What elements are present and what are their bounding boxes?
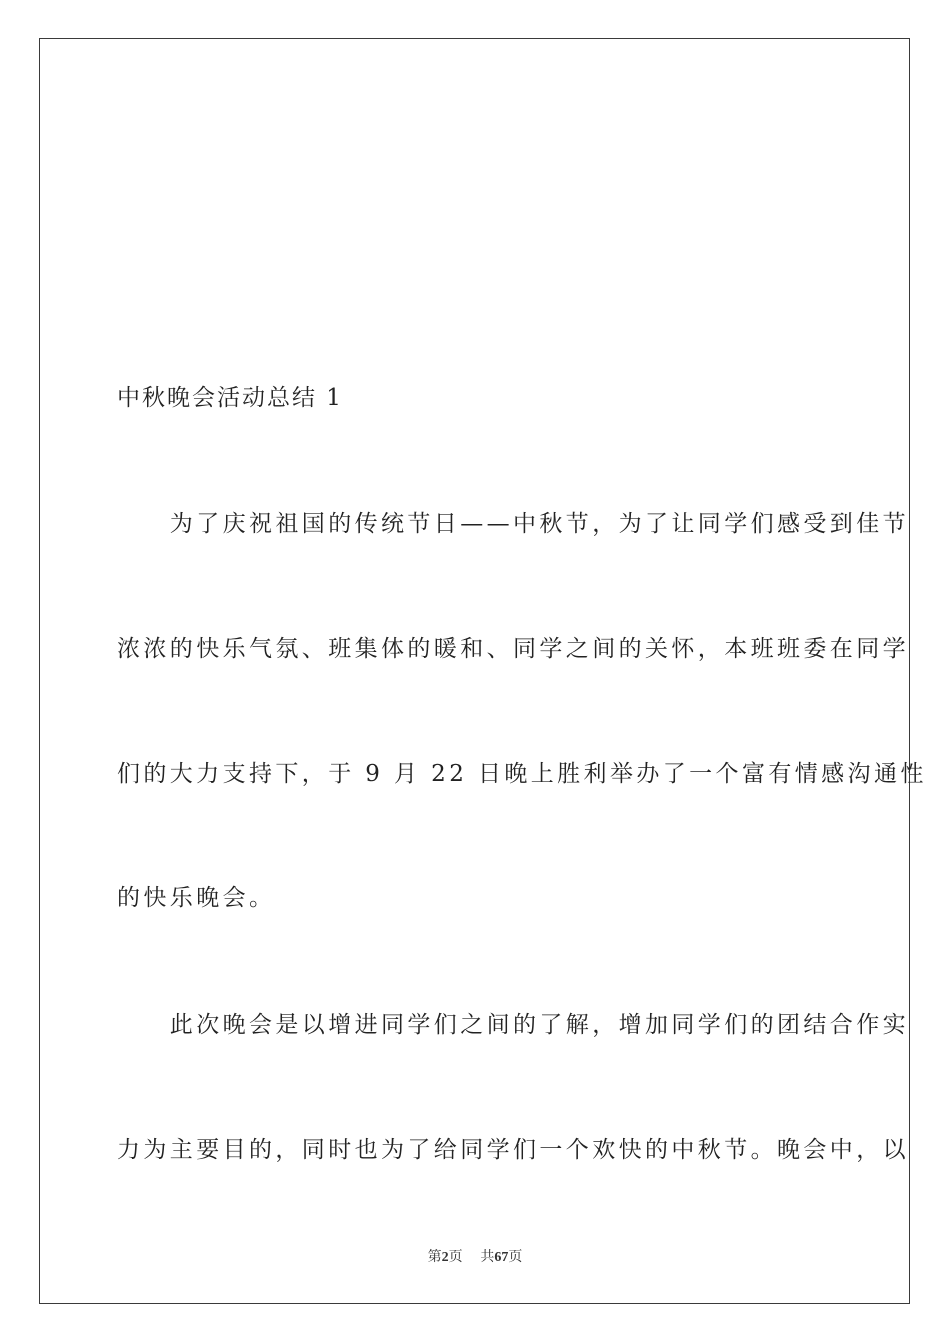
document-title: 中秋晚会活动总结 1 xyxy=(117,385,343,411)
footer-total-pages: 67 xyxy=(494,1250,509,1265)
paragraph-1-line-4: 的快乐晚会。 xyxy=(117,885,276,911)
paragraph-2-line-1: 此次晚会是以增进同学们之间的了解，增加同学们的团结合作实 xyxy=(117,1012,909,1038)
footer-total-suffix: 页 xyxy=(508,1249,523,1265)
footer-total-prefix: 共 xyxy=(480,1249,495,1265)
page-border xyxy=(39,38,910,1304)
paragraph-2-line-2: 力为主要目的，同时也为了给同学们一个欢快的中秋节。晚会中，以 xyxy=(117,1137,909,1163)
paragraph-1-line-1: 为了庆祝祖国的传统节日——中秋节，为了让同学们感受到佳节 xyxy=(117,511,909,537)
paragraph-1-line-2: 浓浓的快乐气氛、班集体的暖和、同学之间的关怀，本班班委在同学 xyxy=(117,636,909,662)
paragraph-1-line-3: 们的大力支持下，于 9 月 22 日晚上胜利举办了一个富有情感沟通性 xyxy=(117,761,927,787)
footer-page-prefix: 第 xyxy=(427,1249,442,1265)
page-footer xyxy=(0,1248,950,1267)
footer-page-suffix: 页 xyxy=(448,1249,463,1265)
footer-page-number: 2 xyxy=(441,1250,449,1265)
